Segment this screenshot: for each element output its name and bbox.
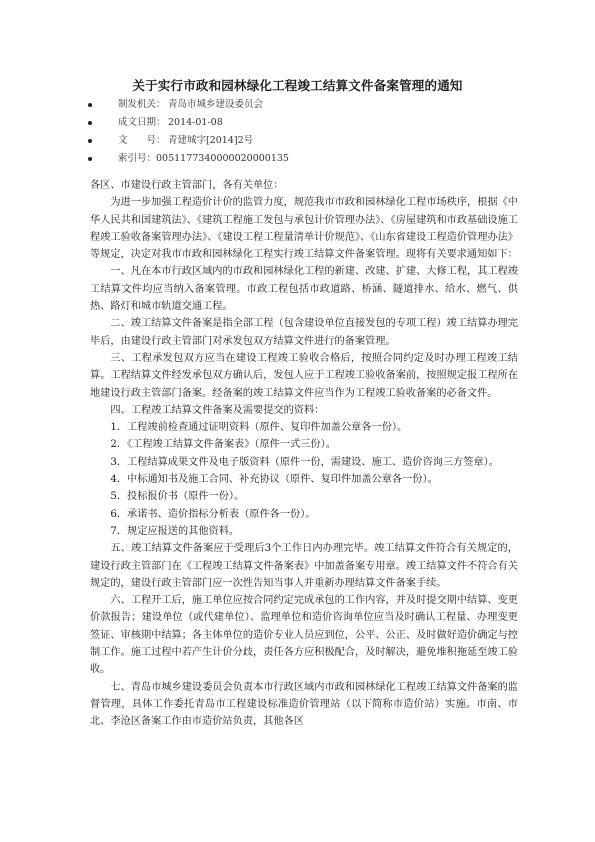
paragraph-2: 二、竣工结算文件备案是指全部工程（包含建设单位直接发包的专项工程）竣工结算办理完毕后，由建设行政主管部门对承发包双方结算文件进行的备案管理。: [90, 318, 518, 347]
paragraph-3: 三、工程承发包双方应当在建设工程竣工验收合格后，按照合同约定及时办理工程竣工结算。工程结算文件经发承包双方确认后，发包人应于工程竣工验收备案前，按照规定报工程所在地建设行政主管部门备案。经备案的竣工结算文件应当作为工程竣工验收备案的必备文件。: [90, 352, 518, 399]
bullet-icon: [88, 121, 92, 125]
meta-item-issuer: [96, 96, 516, 114]
paragraph-intro: 为进一步加强工程造价计价的监管力度，规范我市市政和园林绿化工程市场秩序，根据《中华人民共和国建筑法》、《建筑工程施工发包与承包计价管理办法》、《房屋建筑和市政基础设施工程竣工验收备案管理办法》、《建设工程工程量清单计价规范》、《山东省建设工程造价管理办法》等规定，决定对我市市政和园林绿化工程实行竣工结算文件备案管理。现将有关要求通知如下：: [90, 197, 518, 261]
meta-value: 2014-01-08: [168, 117, 223, 128]
greeting: 各区、市建设行政主管部门，各有关单位：: [90, 180, 284, 191]
paragraph-7: 七、青岛市城乡建设委员会负责本市行政区域内市政和园林绿化工程竣工结算文件备案的监督管理，具体工作委托青岛市工程建设标准造价管理站（以下简称市造价站）实施。市南、市北、李沧区备案工作由市造价站负责，其他各区: [90, 681, 518, 728]
meta-label: 文 号：: [118, 135, 166, 146]
paragraph-5: 五、竣工结算文件备案应于受理后3个工作日内办理完毕。竣工结算文件符合有关规定的，建设行政主管部门在《工程竣工结算文件备案表》中加盖备案专用章。竣工结算文件不符合有关规定的，建设行政主管部门应一次性告知当事人并重新办理结算文件备案手续。: [90, 543, 518, 589]
meta-item-doc-number: [96, 132, 516, 150]
paragraph-6: 六、工程开工后，施工单位应按合同约定完成承包的工作内容，并及时提交期中结算、变更价款报告；建设单位（或代建单位）、监理单位和造价咨询单位应当及时确认工程量、办理变更签证、审核期中结算；各主体单位的造价专业人员应到位，公平、公正、及时做好造价确定与控制工作。施工过程中若产生计价分歧，责任各方应积极配合，及时解决，避免堆积拖延至竣工验收。: [90, 595, 518, 676]
bullet-icon: [88, 103, 92, 107]
meta-label: 成文日期：: [118, 117, 166, 128]
list-item: 5．投标报价书（原件一份）。: [110, 491, 245, 503]
meta-item-index: [96, 150, 516, 168]
document-meta-list: [96, 96, 516, 168]
list-item: 3．工程结算成果文件及电子版资料（原件一份，需建设、施工、造价咨询三方签章）。: [110, 456, 499, 468]
meta-value: 青建城字[2014]2号: [168, 135, 254, 146]
list-item: 1．工程竣前检查通过证明资料（原件、复印件加盖公章各一份）。: [110, 422, 408, 434]
meta-label: 制发机关：: [118, 99, 166, 110]
bullet-icon: [88, 139, 92, 143]
meta-value: 索引号：0051177340000020000135: [118, 153, 289, 164]
document-title: 关于实行市政和园林绿化工程竣工结算文件备案管理的通知: [132, 78, 463, 93]
paragraph-1: 一、凡在本市行政区域内的市政和园林绿化工程的新建、改建、扩建、大修工程，其工程竣工结算文件均应当纳入备案管理。市政工程包括市政道路、桥涵、隧道排水、给水、燃气、供热、路灯和城市轨道交通工程。: [90, 266, 518, 313]
list-item: 4．中标通知书及施工合同、补充协议（原件、复印件加盖公章各一份）。: [110, 474, 438, 486]
document-body: [90, 177, 518, 731]
meta-value: 青岛市城乡建设委员会: [168, 99, 264, 110]
list-item: 2．《工程竣工结算文件备案表》（原件一式三份）。: [110, 439, 336, 451]
meta-item-date: [96, 114, 516, 132]
paragraph-4: 四、工程竣工结算文件备案及需要提交的资料：: [110, 404, 325, 416]
list-item: 6．承诺书、造价指标分析表（原件各一份）。: [110, 508, 316, 520]
list-item: 7．规定应报送的其他资料。: [110, 525, 240, 537]
bullet-icon: [88, 157, 92, 161]
